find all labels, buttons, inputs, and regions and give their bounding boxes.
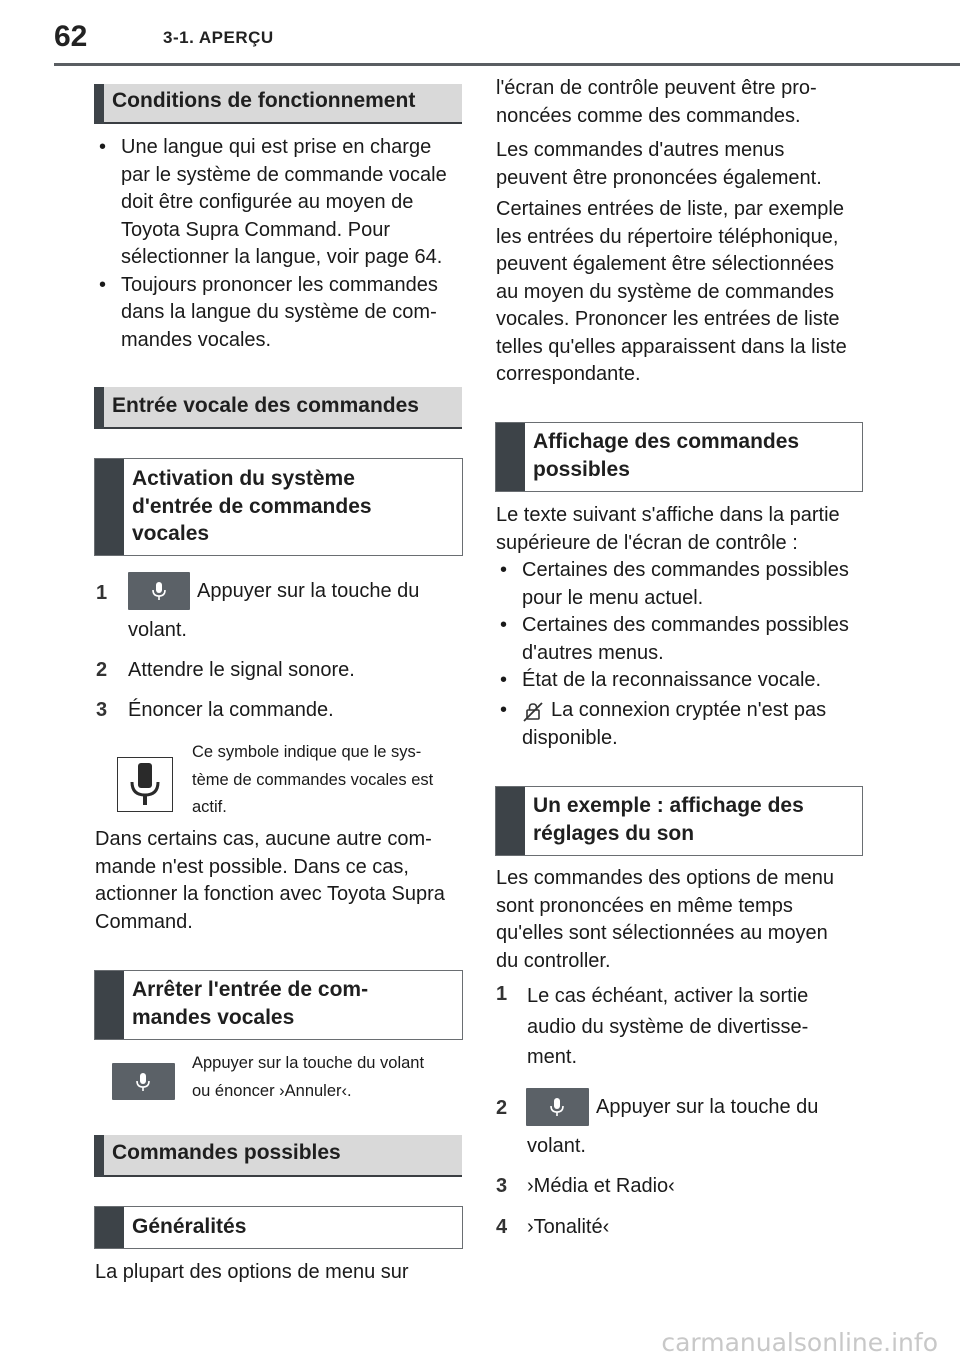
list-item: • Toujours prononcer les commandes dans la langue du système de com- mandes vocales. [99, 273, 438, 351]
steering-voice-button [128, 572, 190, 610]
list-item: • Certaines des commandes possibles d'autres menus. [500, 614, 849, 664]
step-number: 3 [96, 699, 108, 721]
list-item: • Une langue qui est prise en charge par le système de commande vocale doit être configurée au moyen de Toyota Supra Command. Pour sélectionner la langue, voir page 64. [99, 136, 447, 268]
watermark: carmanualsonline.info [661, 1328, 938, 1357]
heading-activation: Activation du système d'entrée de commandes vocales [94, 458, 463, 556]
page-number: 62 [54, 20, 88, 53]
intro-paragraph: l'écran de contrôle peuvent être pro- noncées comme des commandes. [496, 77, 817, 127]
example-paragraph: Les commandes des options de menu sont prononcées en même temps qu'elles sont sélectionnées au moyen du controller. [496, 867, 834, 972]
heading-possible-commands: Commandes possibles [94, 1135, 462, 1177]
microphone-icon [549, 1097, 565, 1117]
heading-conditions: Conditions de fonctionnement [94, 84, 462, 124]
list-item: • Certaines des commandes possibles pour le menu actuel. [500, 559, 849, 609]
step-number: 4 [496, 1216, 508, 1238]
steering-voice-button [526, 1088, 589, 1126]
step-number: 2 [96, 659, 108, 681]
display-paragraph: Le texte suivant s'affiche dans la partie supérieure de l'écran de contrôle : • Certaines des commandes possibles pour le menu actuel. • Certaines des commandes possibles d'autres menus. • État de la reconnaissance vocale. [496, 502, 876, 695]
list-item: • État de la reconnaissance vocale. [500, 669, 822, 691]
microphone-icon [129, 762, 161, 807]
step-number: 1 [96, 582, 108, 604]
encrypted-bullet [496, 697, 876, 752]
steering-voice-button [112, 1063, 175, 1100]
some-cases-paragraph: Dans certains cas, aucune autre com- mande n'est possible. Dans ce cas, actionner la fonction avec Toyota Supra Command. [95, 828, 445, 933]
heading-stop: Arrêter l'entrée de com- mandes vocales [94, 970, 463, 1040]
stop-note: Appuyer sur la touche du volant ou énoncer ›Annuler‹. [192, 1054, 425, 1100]
symbol-note: Ce symbole indique que le sys- tème de commandes vocales est actif. [192, 743, 434, 816]
step-number: 1 [496, 983, 508, 1005]
voice-active-symbol [117, 757, 173, 812]
microphone-icon [135, 1072, 151, 1092]
step-number: 3 [496, 1175, 508, 1197]
section-title: 3-1. APERÇU [163, 28, 274, 47]
heading-general: Généralités [94, 1206, 463, 1249]
heading-display: Affichage des commandes possibles [495, 422, 863, 492]
microphone-icon [151, 581, 167, 601]
header-rule [54, 63, 960, 66]
step-number: 2 [496, 1097, 508, 1119]
list-entries-paragraph: Certaines entrées de liste, par exemple les entrées du répertoire téléphonique, peuvent également être sélectionnées au moyen du système de commandes vocales. Prononcer les entrées de liste telles qu'elles apparaissent dans la liste correspondante. [496, 198, 847, 385]
heading-voice-entry: Entrée vocale des commandes [94, 387, 462, 429]
heading-example: Un exemple : affichage des réglages du son [495, 786, 863, 856]
no-encryption-icon [522, 701, 544, 723]
list-item: • La connexion cryptée n'est pas disponible. [500, 699, 827, 749]
other-menus-paragraph: Les commandes d'autres menus peuvent être prononcées également. [496, 139, 822, 189]
conditions-list [95, 134, 465, 354]
most-options-paragraph: La plupart des options de menu sur [95, 1261, 409, 1283]
